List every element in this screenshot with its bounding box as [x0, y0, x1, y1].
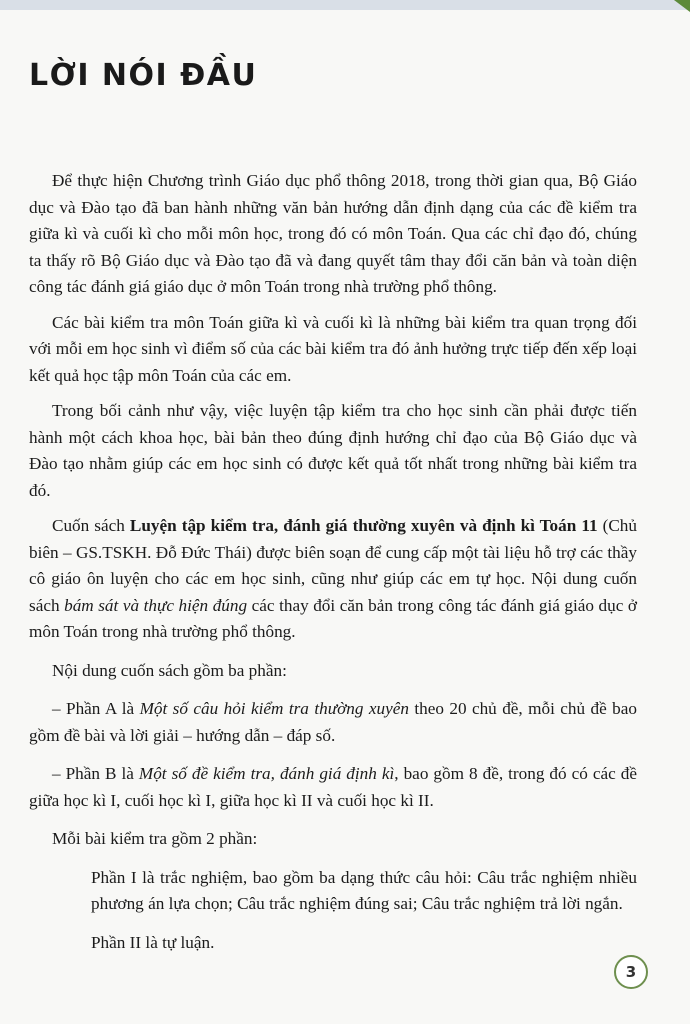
paragraph-7-text-a: – Phần B là [52, 764, 139, 783]
page-number-badge: 3 [614, 955, 648, 989]
paragraph-4-text-a: Cuốn sách [52, 516, 130, 535]
paragraph-4-text-c: các thay đổi căn bản trong công tác đánh giá giáo dục ở môn Toán trong nhà trường phổ thông. [29, 595, 637, 641]
paragraph-4 [29, 513, 637, 646]
preface-body [29, 168, 637, 956]
book-title: Luyện tập kiểm tra, đánh giá thường xuyên và định kì Toán 11 [129, 516, 598, 535]
paragraph-7-text-b: , bao gồm 8 đề, trong đó có các đề giữa học kì I, cuối học kì I, giữa học kì II và cuối học kì II. [29, 764, 637, 810]
paragraph-2: Các bài kiểm tra môn Toán giữa kì và cuối kì là những bài kiểm tra quan trọng đối với mỗi em học sinh vì điểm số của các bài kiểm tra đó ảnh hưởng trực tiếp đến xếp loại kết quả học tập môn Toán của các em. [29, 312, 637, 385]
paragraph-9: Phần I là trắc nghiệm, bao gồm ba dạng thức câu hỏi: Câu trắc nghiệm nhiều phương án lựa chọn; Câu trắc nghiệm đúng sai; Câu trắc nghiệm trả lời ngắn. [91, 867, 637, 913]
paragraph-4-text-b: (Chủ biên – GS.TSKH. Đỗ Đức Thái) được biên soạn để cung cấp một tài liệu hỗ trợ các thầy cô giáo ôn luyện cho các em học sinh, cũng như giúp các em tự học. Nội dung cuốn sách [29, 516, 637, 615]
paragraph-5: Nội dung cuốn sách gồm ba phần: [52, 660, 287, 680]
paragraph-7 [29, 761, 637, 814]
paragraph-6-text-a: – Phần A là [52, 699, 140, 718]
paragraph-6-text-b: theo 20 chủ đề, mỗi chủ đề bao gồm đề bài và lời giải – hướng dẫn – đáp số. [29, 699, 637, 745]
paragraph-4-emphasis: bám sát và thực hiện đúng [64, 595, 248, 615]
paragraph-10: Phần II là tự luận. [91, 932, 215, 952]
paragraph-8: Mỗi bài kiểm tra gồm 2 phần: [52, 829, 258, 848]
paragraph-3: Trong bối cảnh như vậy, việc luyện tập kiểm tra cho học sinh cần phải được tiến hành một cách khoa học, bài bản theo đúng định hướng chỉ đạo của Bộ Giáo dục và Đào tạo nhằm giúp các em học sinh có được kết quả tốt nhất trong những bài kiểm tra đó. [29, 401, 637, 500]
part-b-title: Một số đề kiểm tra, đánh giá định kì [138, 764, 395, 783]
page-title: LỜI NÓI ĐẦU [29, 58, 258, 93]
corner-decoration [674, 0, 690, 12]
top-decorative-bar [0, 0, 690, 10]
paragraph-6 [29, 696, 637, 749]
paragraph-1: Để thực hiện Chương trình Giáo dục phổ thông 2018, trong thời gian qua, Bộ Giáo dục và Đào tạo đã ban hành những văn bản hướng dẫn định dạng của các đề kiểm tra giữa kì và cuối kì cho mỗi môn học, trong đó có môn Toán. Qua các chỉ đạo đó, chúng ta thấy rõ Bộ Giáo dục và Đào tạo đã và đang quyết tâm thay đổi căn bản và toàn diện công tác đánh giá giáo dục ở môn Toán trong nhà trường phổ thông. [29, 171, 637, 296]
part-a-title: Một số câu hỏi kiểm tra thường xuyên [139, 699, 409, 718]
